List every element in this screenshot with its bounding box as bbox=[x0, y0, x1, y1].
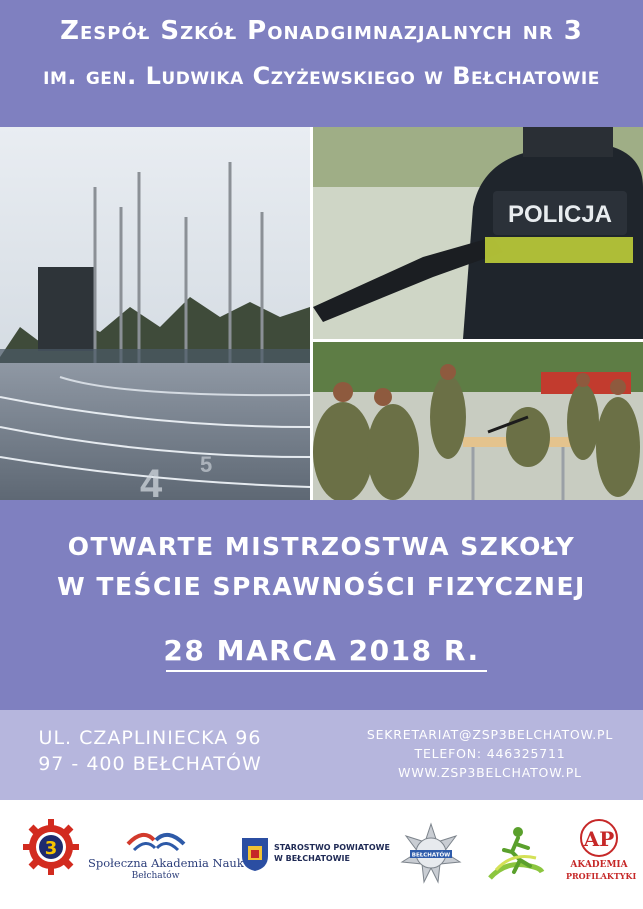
san-logo bbox=[88, 820, 244, 890]
akademia-line1: AKADEMIA bbox=[570, 860, 628, 870]
police-star-label: BEŁCHATÓW bbox=[411, 852, 451, 859]
school-name-line2: im. gen. Ludwika Czyżewskiego w Bełchatowie bbox=[43, 62, 600, 90]
starostwo-logo bbox=[240, 836, 390, 876]
starostwo-line2: W BEŁCHATOWIE bbox=[274, 854, 350, 863]
event-title-line2: W TEŚCIE SPRAWNOŚCI FIZYCZNEJ bbox=[57, 572, 586, 601]
contact-band bbox=[0, 710, 643, 800]
ap-monogram-icon bbox=[566, 818, 632, 858]
police-vest-label: POLICJA bbox=[507, 201, 613, 228]
akademia-line2: PROFILAKTYKI bbox=[566, 871, 637, 881]
runner-icon bbox=[482, 822, 546, 886]
san-name: Społeczna Akademia Nauk bbox=[88, 856, 244, 870]
address-city: 97 - 400 BEŁCHATÓW bbox=[38, 753, 262, 775]
military-class-photo bbox=[313, 342, 643, 500]
photo-collage bbox=[0, 127, 643, 500]
police-star-logo bbox=[400, 822, 462, 884]
svg-text:5: 5 bbox=[200, 452, 213, 477]
san-city: Bełchatów bbox=[131, 871, 180, 881]
runner-logo bbox=[482, 822, 546, 886]
event-date: 28 MARCA 2018 R. bbox=[163, 634, 480, 667]
school-name-line1: Zespół Szkół Ponadgimnazjalnych nr 3 bbox=[60, 16, 583, 46]
contact-phone: TELEFON: 446325711 bbox=[414, 746, 566, 761]
zsp3-logo bbox=[22, 818, 80, 876]
scoreboard bbox=[38, 267, 96, 351]
svg-text:4: 4 bbox=[140, 462, 163, 500]
header-band bbox=[0, 0, 643, 127]
contact-email[interactable]: SEKRETARIAT@ZSP3BELCHATOW.PL bbox=[366, 727, 614, 742]
event-title-line1: OTWARTE MISTRZOSTWA SZKOŁY bbox=[67, 532, 576, 561]
coat-of-arms-icon bbox=[240, 836, 270, 872]
zsp3-logo-number: 3 bbox=[44, 838, 58, 859]
stadium-track-photo bbox=[0, 127, 310, 500]
date-underline bbox=[166, 670, 487, 672]
police-officer-photo bbox=[313, 127, 643, 339]
sponsor-logos bbox=[0, 800, 643, 909]
svg-text:AP: AP bbox=[583, 827, 615, 851]
open-book-icon bbox=[88, 820, 223, 854]
address-street: UL. CZAPLINIECKA 96 bbox=[38, 727, 262, 749]
event-band bbox=[0, 500, 643, 710]
starostwo-line1: STAROSTWO POWIATOWE bbox=[274, 843, 390, 852]
contact-website[interactable]: WWW.ZSP3BELCHATOW.PL bbox=[398, 765, 582, 780]
akademia-profilaktyki-logo bbox=[566, 818, 637, 898]
